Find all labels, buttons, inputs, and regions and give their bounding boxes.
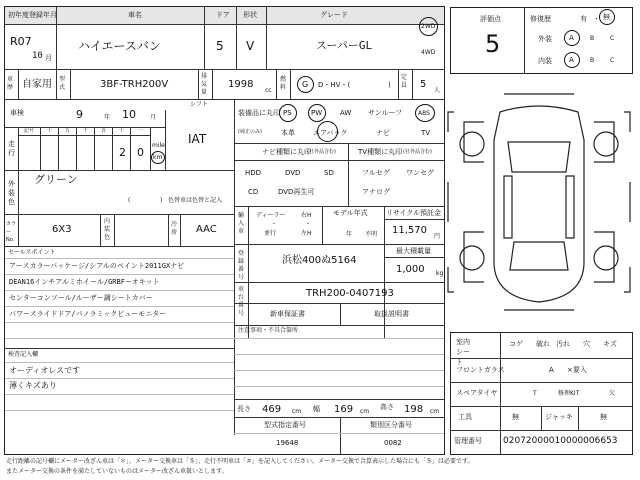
header-door: ドア [216,11,230,19]
room-item-0: コゲ [509,340,523,348]
width-value: 169 [334,404,354,415]
type-no-value: 19648 [276,439,299,447]
tv-sub: (社外品含む) [403,149,432,155]
model-year-label: モデル年式 [333,209,368,217]
inspect-month: 10 [122,108,136,121]
plate-value: 浜松400ぬ5164 [282,255,357,266]
ac-value: AAC [196,224,217,235]
mileage-unit-mile: mile [152,142,165,149]
rating-label: 修復歴 [530,15,551,23]
mileage-col-4: 百 [101,128,107,134]
equip-ps: PS [283,109,292,117]
load-label: 最大積載量 [396,247,431,255]
tv-item-1: ワンセグ [406,169,434,177]
rating-yes: 有 [580,15,587,23]
import-dealer: ディーラー [256,212,286,219]
reg-month-unit: 月 [45,54,52,62]
color-no-value: 6X3 [52,224,72,235]
plate-label: 登録番号 [238,250,245,281]
tv-item-2: アナログ [362,188,390,196]
cap-value: 5 [420,79,427,90]
mileage-unit-km: km [153,154,163,161]
length-value: 469 [262,404,282,415]
car-form: V [246,39,255,53]
navi-item-0: HDD [245,169,262,177]
jack-value: 無 [600,413,607,421]
inspect-label: 車検 [10,109,24,117]
type-no-label: 型式指定番号 [264,421,306,429]
front-label: フロントガラス [456,366,505,374]
load-value: 1,000 [396,264,425,275]
class-label: 類別区分番号 [370,421,412,429]
header-name: 車名 [128,11,142,19]
mileage-label: 走行 [8,140,15,157]
exterior-color: グリーン [34,173,78,186]
chassis-value: TRH200-0407193 [306,288,394,299]
mileage-col-3: 千 [83,128,89,134]
navi-item-1: DVD [285,169,301,177]
chassis-label: 車台番号 [238,286,245,317]
room-label: 室内シート [456,338,470,366]
room-item-4: キズ [603,340,617,348]
mileage-col-5: 十 [119,128,125,134]
selling-line-2: センターコンソール/ルーザー調シートカバー [9,294,153,302]
mileage-col-6: 一 [138,128,144,134]
spare-label: スペアタイヤ [456,389,498,397]
equip-title: 装備品に丸印 [238,109,280,117]
width-label: 幅 [313,405,320,413]
import-right: 右H [301,212,312,219]
inspect-month-unit: 月 [150,114,157,121]
equip-pw: PW [311,109,323,117]
equip-aw: AW [340,109,352,117]
selling-line-3: パワースライドドア/パノラミックビューモニター [9,310,167,318]
shift-value: IAT [188,132,207,146]
tool-label: 工具 [458,413,472,421]
spare-item-1: 修理KIT [558,390,580,397]
ext-grade-c: C [610,35,615,42]
tool-value: 無 [512,413,519,421]
mgmt-value: 02072000010000006653 [503,436,618,446]
cap-unit: 人 [434,87,441,94]
cap-label: 定員 [401,74,408,89]
score-label: 評価点 [480,15,501,23]
remarks-line-1: 薄くキズあり [9,381,57,390]
fuel-label: 燃料 [280,76,287,91]
car-diagram [444,92,634,322]
import-dot-2: ・ [305,221,312,228]
car-name: ハイエースバン [78,39,161,53]
selling-line-0: アースカラーパッケージ/シアルのペイント2011GXナビ [9,262,185,270]
int-grade-a: A [569,56,574,64]
load-unit: kg [436,270,444,277]
disp-unit: cc [265,87,272,94]
import-label: 輸入車 [238,212,245,235]
spare-item-0: T [533,390,537,397]
room-item-2: 汚れ [556,340,570,348]
shift-label: シフト [190,101,209,108]
rating-no: 無 [603,13,610,21]
score-value: 5 [485,30,501,58]
import-dot-1: ・ [271,221,278,228]
ext-label: 外装 [538,35,552,43]
exterior-paren-r: ) [160,197,163,204]
header-form: 形状 [243,11,257,19]
drive-2wd: 2WD [421,23,436,30]
length-label: 長さ [237,405,251,413]
reg-month: 10 [32,51,43,61]
exterior-label: 外装色 [8,180,15,206]
car-top-outline [448,94,630,310]
selling-line-1: DEAN16インチアルミホイール/GRBFーオキット [9,278,160,286]
navi-sub: (社外品含む) [307,149,336,155]
exterior-note: 色替車は色替と記入 [168,197,223,204]
drive-4wd: 4WD [421,49,436,56]
navi-item-2: SD [324,169,334,177]
rating-dash: ・ [593,15,600,23]
recycle-value: 11,570 [392,225,427,236]
mileage-col-1: 十 [47,128,53,134]
width-unit: cm [360,408,370,415]
exterior-paren-l: ( [128,197,131,204]
model-year-unknown: 不明 [365,231,378,238]
equip-abs: ABS [418,110,430,117]
class-value: 0082 [384,439,402,447]
tv-item-0: フルセグ [362,169,390,177]
front-item-0: A [549,366,554,374]
color-no-label: カラーNo. [6,221,17,243]
import-left: 左H [301,230,312,237]
use-label: 車歴 [7,76,14,91]
disp-value: 1998 [228,79,254,90]
inspect-year-unit: 年 [104,114,111,121]
car-grade: スーパーGL [316,39,373,52]
fuel-rest: D・HV・( [318,81,351,89]
equip-tv: TV [421,129,431,137]
reg-era: R07 [10,35,32,48]
navi-item-3: CD [248,188,259,196]
header-grade: グレード [320,11,348,19]
room-item-1: 破れ [536,340,550,348]
model-year-unit: 年 [346,231,353,238]
selling-label: セールスポイント [8,249,56,256]
int-grade-b: B [590,57,595,64]
mileage-col-2: 万 [65,128,71,134]
equip-leather: 本革 [281,129,295,137]
remarks-line-0: オーディオレスです [9,366,81,375]
use-value: 自家用 [22,79,52,90]
height-unit: cm [430,408,440,415]
fuel-close: ) [388,81,391,89]
jack-label: ジャッキ [545,413,573,421]
tv-title: TV種類に丸印 [358,148,403,156]
front-item-1: ×要入 [567,366,587,374]
model-label: 型式 [59,76,66,91]
header-reg: 初年度登録年月 [8,11,57,19]
room-item-3: 穴 [583,340,590,348]
inspect-year: 9 [76,108,83,121]
footer-line-1: 走行距離の記号欄にメーター改ざん車は「＊」、メーター交換車は「＄」、走行不明車は「＃」を記入してください。メーター交換で合算表示した場合にも「＄」は必要です。 [6,458,474,465]
notes-label: 注意事項・不具合箇所 [238,327,299,334]
ac-label: 冷房 [171,221,178,236]
mileage-col-0: 記号 [24,128,35,134]
footer-line-2: またメーター交換の条件を満たしていないものはメーター改ざん車扱いとします。 [6,468,228,475]
warranty-new: 新車保証書 [270,310,305,318]
remarks-label: 検査記入欄 [8,351,39,358]
height-label: 高さ [380,403,394,411]
import-parallel: 並行 [264,230,277,237]
int-grade-c: C [610,57,615,64]
equip-sub: (純正のみ) [238,129,262,135]
equip-navi: ナビ [376,129,390,137]
navi-title: ナビ種類に丸印 [262,148,311,156]
equip-sunroof: サンルーフ [368,109,403,117]
equip-airbag: エアバック [313,129,348,137]
spare-item-2: 欠 [609,390,616,397]
interior-label: 内装色 [104,218,111,241]
ext-grade-a: A [569,34,574,42]
fuel-g: G [302,80,309,89]
model-value: 3BF-TRH200V [100,79,169,90]
disp-label: 排気量 [201,73,208,96]
car-doors: 5 [216,39,224,53]
mileage-digit-4: 2 [119,146,126,159]
mgmt-label: 管理番号 [454,437,482,445]
warranty-manual: 取扱説明書 [374,310,409,318]
ext-grade-b: B [590,35,595,42]
recycle-unit: 円 [434,233,441,240]
navi-item-4: DVD再生可 [278,188,315,196]
mileage-digit-5: 0 [137,146,144,159]
length-unit: cm [292,408,302,415]
int-label: 内装 [538,57,552,65]
height-value: 198 [404,404,424,415]
recycle-label: リサイクル預託金 [386,209,442,217]
